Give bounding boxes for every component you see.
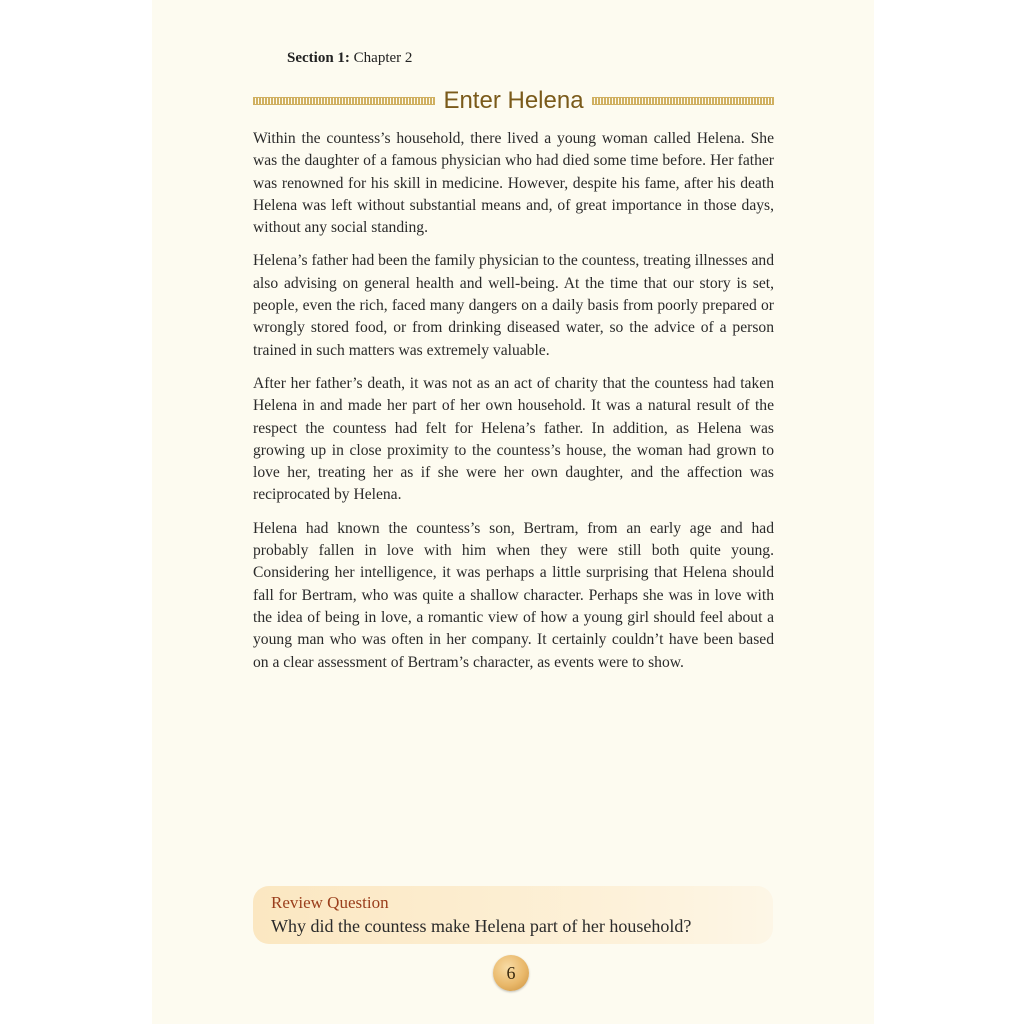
review-question-label: Review Question [271, 893, 389, 912]
paragraph: Within the countess’s household, there lived a young woman called Helena. She was the daughter of a famous physician who had died some time before. Her father was renowned for his skill in medicine. However, despite his fame, after his death Helena was left without substantial means and, of great importance in those days, without any social standing. [253, 130, 774, 237]
page-number: 6 [506, 962, 516, 983]
chapter-title: Enter Helena [443, 87, 584, 114]
chapter-title-row [253, 84, 774, 118]
section-number: Section 1: [287, 50, 350, 66]
review-question-text: Why did the countess make Helena part of her household? [271, 916, 692, 936]
review-question-box [253, 886, 773, 944]
left-ornament-line [253, 97, 435, 105]
chapter-number: Chapter 2 [349, 50, 413, 66]
section-heading [287, 50, 412, 67]
right-ornament-line [592, 97, 774, 105]
paragraph: After her father’s death, it was not as an act of charity that the countess had taken Helena in and made her part of her own household. It was a natural result of the respect the countess had felt for Helena’s father. In addition, as Helena was growing up in close proximity to the countess’s house, the woman had grown to love her, treating her as if she were her own daughter, and the affection was reciprocated by Helena. [253, 374, 774, 504]
page-number-badge [493, 955, 529, 991]
paragraph: Helena had known the countess’s son, Bertram, from an early age and had probably fallen in love with him when they were still both quite young. Considering her intelligence, it was perhaps a little surprising that Helena should fall for Bertram, who was quite a shallow character. Perhaps she was in love with the idea of being in love, a romantic view of how a young girl should feel about a young man who was often in her company. It certainly couldn’t have been based on a clear assessment of Bertram’s character, as events were to show. [253, 519, 774, 671]
chapter-body [253, 128, 774, 685]
paragraph: Helena’s father had been the family physician to the countess, treating illnesses and also advising on general health and well-being. At the time that our story is set, people, even the rich, faced many dangers on a daily basis from poorly prepared or wrongly stored food, or from drinking diseased water, so the advice of a person trained in such matters was extremely valuable. [253, 252, 774, 359]
